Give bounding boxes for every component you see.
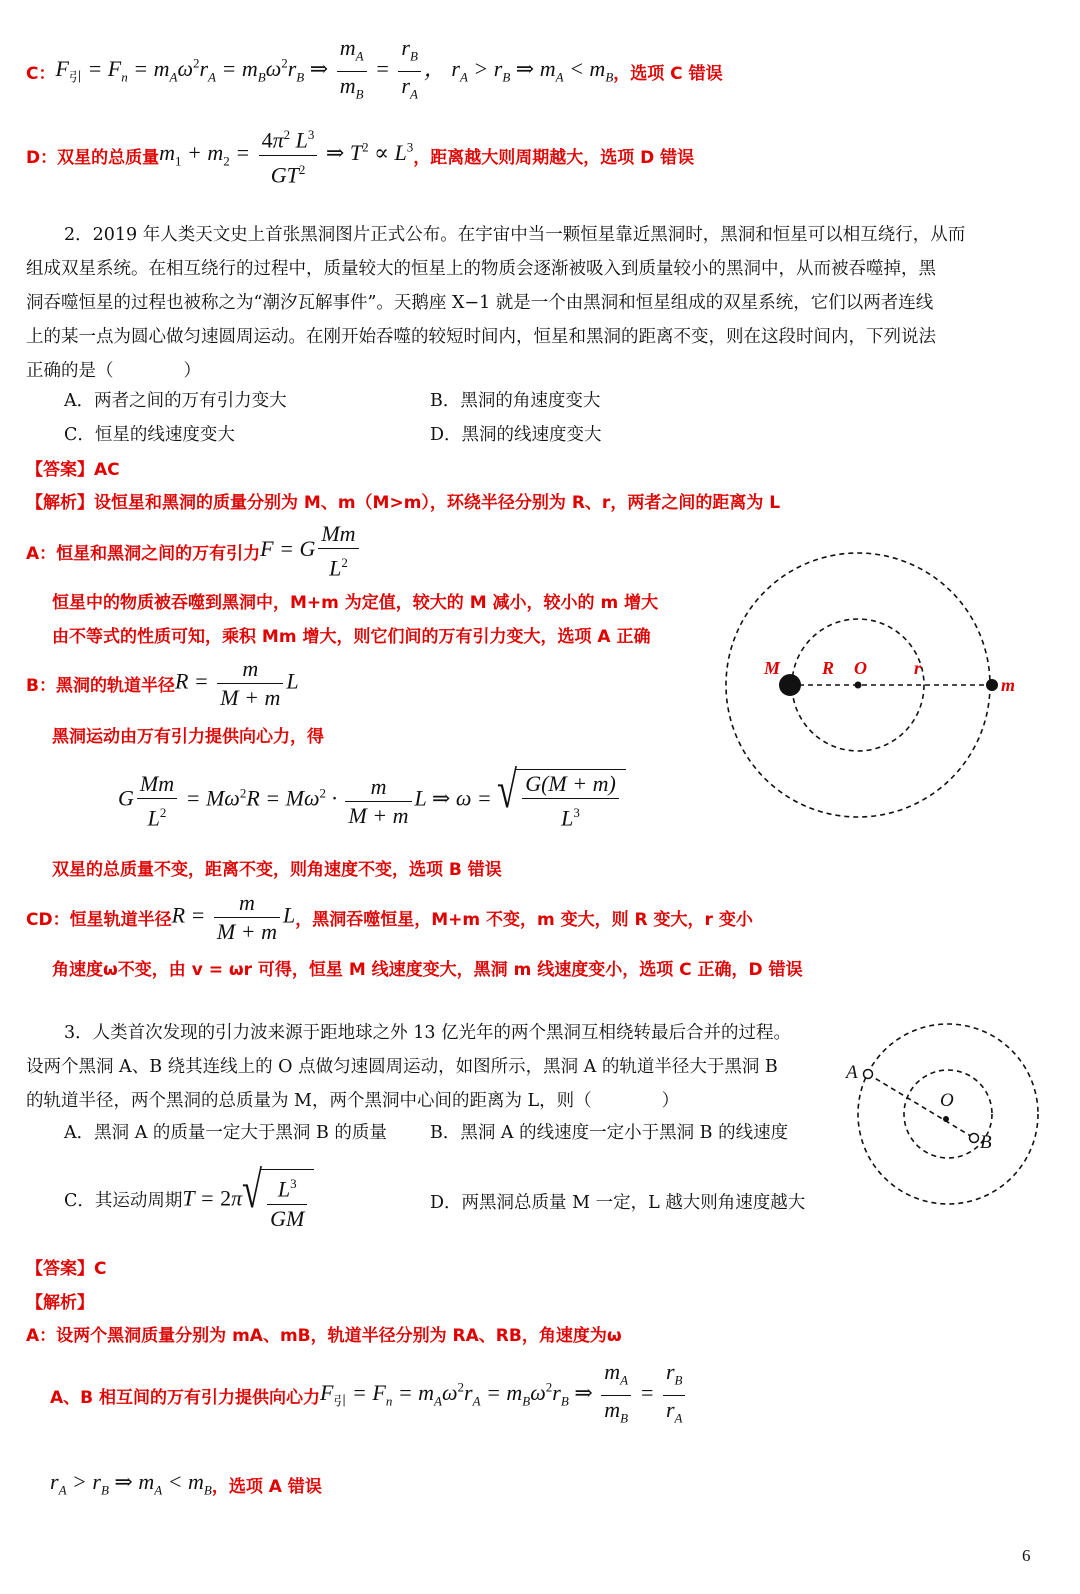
label-A: A xyxy=(846,1062,858,1083)
q3-a-line2 xyxy=(50,1359,688,1428)
prev-c-tail: ，选项 C 错误 xyxy=(613,63,723,84)
q2-a-line xyxy=(26,520,362,582)
q2-b-formula-big: G $\frac{Mm}{L^2}$ = $M\omega^2R = M\omega^2$ · $\frac{m}{M + m}$ L ⇒ ω = √ $\frac{G(M + m)}{L^3}$ xyxy=(118,766,626,836)
label-r: r xyxy=(914,658,922,678)
q3-a-line3-formula: $r_A > r_B$ ⇒ $m_A < m_B$ xyxy=(50,1469,212,1498)
q2-b-line2: 黑洞运动由万有引力提供向心力，得 xyxy=(52,727,324,747)
inner-orbit xyxy=(904,1070,992,1158)
q2-option-d: D．黑洞的线速度变大 xyxy=(430,425,602,445)
connecting-line xyxy=(868,1074,974,1138)
q2-option-c: C．恒星的线速度变大 xyxy=(64,425,235,445)
q2-cd-label: CD：恒星轨道半径 xyxy=(26,909,172,930)
q2-b-formula: R = $\frac{m}{M + m}$ L xyxy=(174,655,299,710)
label-m: m xyxy=(1001,675,1016,695)
prev-d-formula: $m_1 + m_2$ = $\frac{4\pi^2 L^3}{GT^2}$ ⇒ $T^2 \propto L^3$ xyxy=(159,121,413,189)
center-O xyxy=(943,1116,949,1122)
q2-a-label: A：恒星和黑洞之间的万有引力 xyxy=(26,543,261,564)
prev-d-tail: ，距离越大则周期越大，选项 D 错误 xyxy=(413,147,695,168)
prev-d-line xyxy=(26,122,694,188)
q3-option-a: A．黑洞 A 的质量一定大于黑洞 B 的质量 xyxy=(64,1123,387,1143)
q2-b-line3: 双星的总质量不变，距离不变，则角速度不变，选项 B 错误 xyxy=(52,860,502,880)
q2-cd-tail: ，黑洞吞噬恒星，M+m 不变，m 变大，则 R 变大，r 变小 xyxy=(295,909,753,930)
page-number: 6 xyxy=(1022,1546,1031,1565)
prev-d-label: D：双星的总质量 xyxy=(26,147,160,168)
q3-a-label: A：设两个黑洞质量分别为 mA、mB，轨道半径分别为 RA、RB，角速度为ω xyxy=(26,1326,622,1346)
q3-a-line2-formula: $F_引 = F_n = m_A\omega^2r_A = m_B\omega^2r_B$ ⇒ $\frac{m_A}{m_B}$ = $\frac{r_B}{r_A}$ xyxy=(320,1358,688,1432)
label-O: O xyxy=(854,658,867,678)
q3-stem xyxy=(26,1016,846,1118)
star-m xyxy=(986,679,998,691)
prev-c-formula: $F_引 = F_n = m_A\omega^2r_A = m_B\omega^2r_B$ ⇒ $\frac{m_A}{m_B}$ = $\frac{r_B}{r_A}$ ， $r_A > r_B$ ⇒ $m_A < m_B$ xyxy=(55,35,614,101)
q3-a-line3 xyxy=(50,1464,322,1504)
binary-orbit-diagram xyxy=(718,550,1058,820)
black-hole-M xyxy=(779,674,801,696)
two-black-holes-diagram xyxy=(840,1020,1060,1210)
label-M: M xyxy=(764,658,781,678)
outer-orbit xyxy=(858,1024,1038,1204)
prev-c-line xyxy=(26,35,723,104)
q2-stem-line: 2．2019 年人类天文史上首张黑洞图片正式公布。在宇宙中当一颗恒星靠近黑洞时，黑洞和恒星可以相互绕行，从而 xyxy=(64,225,966,245)
q2-cd-formula: R = $\frac{m}{M + m}$ L xyxy=(171,889,296,944)
q2-option-a: A．两者之间的万有引力变大 xyxy=(64,391,287,411)
q2-cd-line2: 角速度ω不变，由 v = ωr 可得，恒星 M 线速度变大，黑洞 m 线速度变小，选项 C 正确，D 错误 xyxy=(52,960,803,980)
black-hole-A xyxy=(864,1070,873,1079)
q3-a-line2-label: A、B 相互间的万有引力提供向心力 xyxy=(50,1387,321,1408)
q3-option-d: D．两黑洞总质量 M 一定，L 越大则角速度越大 xyxy=(430,1193,806,1213)
q2-stem-line: 正确的是（ ） xyxy=(26,361,201,381)
q3-stem-line: 的轨道半径，两个黑洞的总质量为 M，两个黑洞中心间的距离为 L，则（ ） xyxy=(26,1091,680,1111)
q3-option-c-label: C．其运动周期 xyxy=(64,1191,183,1211)
q2-answer: 【答案】AC xyxy=(26,460,120,480)
q2-a-formula: F = G $\frac{Mm}{L^2}$ xyxy=(260,520,361,582)
q2-a-line3: 由不等式的性质可知，乘积 Mm 增大，则它们间的万有引力变大，选项 A 正确 xyxy=(52,627,651,647)
q3-option-c-formula: T = 2π √ $\frac{L^3}{GM}$ xyxy=(182,1169,314,1232)
q2-stem-line: 洞吞噬恒星的过程也被称之为“潮汐瓦解事件”。天鹅座 X−1 就是一个由黑洞和恒星组成的双星系统，它们以两者连线 xyxy=(26,293,934,313)
q2-cd-line xyxy=(26,886,753,948)
center-O xyxy=(855,682,862,689)
q2-stem-line: 上的某一点为圆心做匀速圆周运动。在刚开始吞噬的较短时间内，恒星和黑洞的距离不变，则在这段时间内，下列说法 xyxy=(26,327,936,347)
label-B: B xyxy=(980,1132,992,1153)
q3-stem-line: 设两个黑洞 A、B 绕其连线上的 O 点做匀速圆周运动，如图所示，黑洞 A 的轨道半径大于黑洞 B xyxy=(26,1057,778,1077)
label-R: R xyxy=(822,658,835,678)
prev-c-label: C： xyxy=(26,63,56,84)
label-O: O xyxy=(940,1090,954,1111)
q3-answer: 【答案】C xyxy=(26,1259,107,1279)
q2-a-line2: 恒星中的物质被吞噬到黑洞中，M+m 为定值，较大的 M 减小，较小的 m 增大 xyxy=(52,593,659,613)
q2-stem-line: 组成双星系统。在相互绕行的过程中，质量较大的恒星上的物质会逐渐被吸入到质量较小的黑洞中，从而被吞噬掉，黑 xyxy=(26,259,936,279)
q2-stem xyxy=(26,218,1056,388)
q2-b-line xyxy=(26,652,299,714)
q2-analysis: 【解析】设恒星和黑洞的质量分别为 M、m（M>m），环绕半径分别为 R、r，两者之间的距离为 L xyxy=(26,493,781,513)
q3-stem-line: 3．人类首次发现的引力波来源于距地球之外 13 亿光年的两个黑洞互相绕转最后合并的过程。 xyxy=(64,1023,792,1043)
q2-option-b: B．黑洞的角速度变大 xyxy=(430,391,601,411)
q2-b-label: B：黑洞的轨道半径 xyxy=(26,675,175,696)
q3-a-line3-tail: ，选项 A 错误 xyxy=(211,1476,322,1497)
q3-analysis: 【解析】 xyxy=(26,1293,94,1313)
black-hole-B xyxy=(970,1134,979,1143)
q3-option-c xyxy=(64,1162,314,1236)
q3-option-b: B．黑洞 A 的线速度一定小于黑洞 B 的线速度 xyxy=(430,1123,789,1143)
